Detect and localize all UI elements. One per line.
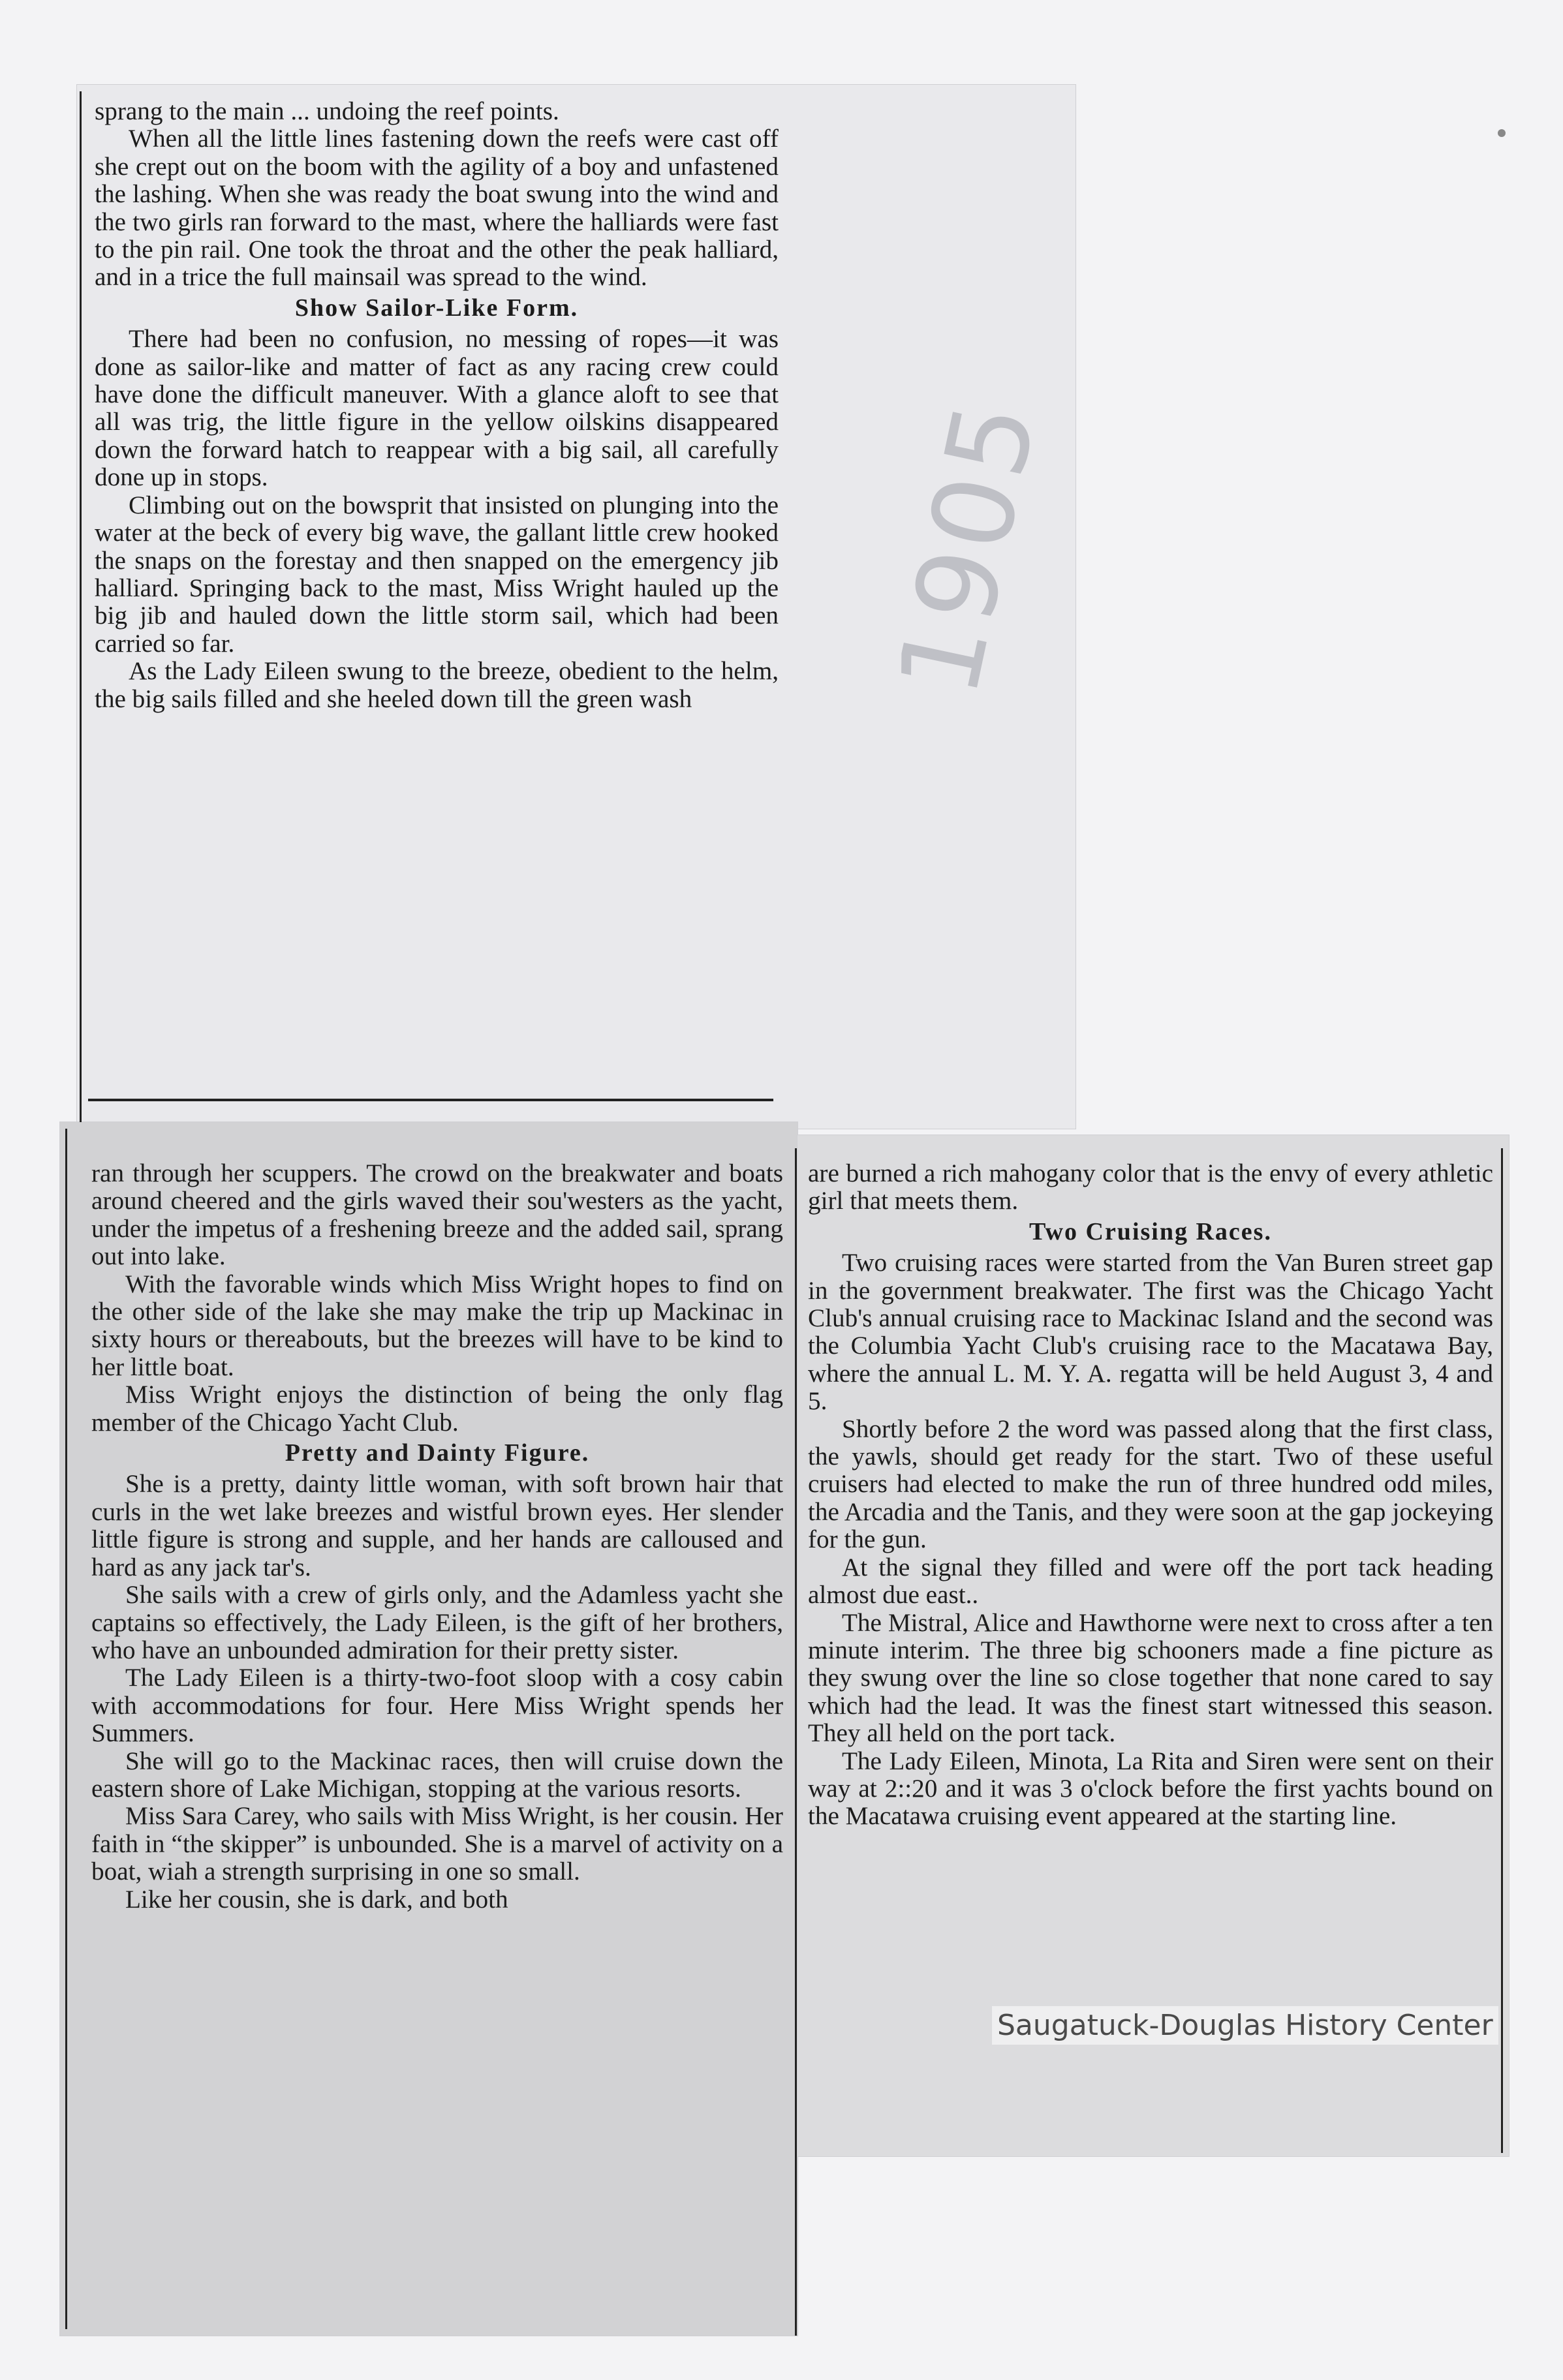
paragraph: As the Lady Eileen swung to the breeze, obedient to the helm, the big sails filled and she heeled down till the green wash	[95, 657, 779, 713]
watermark: Saugatuck-Douglas History Center	[992, 2006, 1498, 2045]
paragraph: ran through her scuppers. The crowd on the breakwater and boats around cheered and the girls waved their sou'westers as the yacht, under the impetus of a freshening breeze and the added sail, sprang out into lake.	[91, 1159, 783, 1271]
paragraph: The Lady Eileen is a thirty-two-foot sloop with a cosy cabin with accommodations for four. Here Miss Wright spends her Summers.	[91, 1664, 783, 1748]
paragraph: Two cruising races were started from the Van Buren street gap in the government breakwater. The first was the Chicago Yacht Club's annual cruising race to Mackinac Island and the second was the Columbia Yacht Club's cruising race to the Macatawa Bay, where the annual L. M. Y. A. regatta will be held August 3, 4 and 5.	[808, 1249, 1493, 1416]
paragraph: Miss Wright enjoys the distinction of being the only flag member of the Chicago Yacht Club.	[91, 1381, 783, 1437]
paragraph: Miss Sara Carey, who sails with Miss Wright, is her cousin. Her faith in “the skipper” is unbounded. She is a marvel of activity on a boat, wiah a strength surprising in one so small.	[91, 1802, 783, 1886]
subheading: Two Cruising Races.	[1029, 1217, 1272, 1245]
paragraph: The Lady Eileen, Minota, La Rita and Siren were sent on their way at 2::20 and it was 3 o'clock before the first yachts bound on the Macatawa cruising event appeared at the starting line.	[808, 1747, 1493, 1831]
paragraph: With the favorable winds which Miss Wright hopes to find on the other side of the lake she may make the trip up Mackinac in sixty hours or thereabouts, but the breezes will have to be kind to her little boat.	[91, 1270, 783, 1381]
paragraph: are burned a rich mahogany color that is the envy of every athletic girl that meets them.	[808, 1159, 1493, 1215]
paragraph: She is a pretty, dainty little woman, with soft brown hair that curls in the wet lake breezes and wistful brown eyes. Her slender little figure is strong and supple, and her hands are calloused and hard as any jack tar's.	[91, 1470, 783, 1581]
paragraph: sprang to the main ... undoing the reef points.	[95, 97, 559, 125]
paragraph: When all the little lines fastening down the reefs were cast off she crept out on the boom with the agility of a boy and unfastened the lashing. When she was ready the boat swung into the wind and the two girls ran forward to the mast, where the halliards were fast to the pin rail. One took the throat and the other the peak halliard, and in a trice the full mainsail was spread to the wind.	[95, 125, 779, 292]
scan-speck	[1498, 129, 1506, 137]
article-column-left	[91, 1160, 783, 1914]
column-rule-right	[1501, 1148, 1503, 2153]
column-rule-bottom-left	[65, 1129, 67, 2329]
paragraph: She sails with a crew of girls only, and the Adamless yacht she captains so effectively, the Lady Eileen, is the gift of her brothers, who have an unbounded admiration for their pretty sister.	[91, 1581, 783, 1664]
paragraph: She will go to the Mackinac races, then will cruise down the eastern shore of Lake Michigan, stopping at the various resorts.	[91, 1747, 783, 1803]
paragraph: The Mistral, Alice and Hawthorne were next to cross after a ten minute interim. The three big schooners made a fine picture as they swung over the line so close together that none cared to say which had the lead. It was the finest start witnessed this season. They all held on the port tack.	[808, 1608, 1493, 1748]
column-rule-top-left	[80, 91, 82, 1122]
paragraph: There had been no confusion, no messing of ropes—it was done as sailor-like and matter of fact as any racing crew could have done the difficult maneuver. With a glance aloft to see that all was trig, the little figure in the yellow oilskins disappeared down the forward hatch to reappear with a big sail, all carefully done up in stops.	[95, 325, 779, 492]
subheading: Show Sailor-Like Form.	[294, 294, 579, 322]
paragraph: Climbing out on the bowsprit that insisted on plunging into the water at the beck of every big wave, the gallant little crew hooked the snaps on the forestay and then snapped on the emergency jib halliard. Springing back to the mast, Miss Wright hauled up the big jib and hauled down the little storm sail, which had been carried so far.	[95, 491, 779, 658]
article-column-right	[808, 1160, 1493, 1831]
article-column-top	[95, 98, 779, 713]
paragraph: At the signal they filled and were off the port tack heading almost due east..	[808, 1553, 1493, 1610]
column-rule-middle	[795, 1148, 797, 2336]
subheading: Pretty and Dainty Figure.	[285, 1439, 590, 1467]
pencil-annotation: 1905	[874, 388, 1062, 707]
paragraph: Like her cousin, she is dark, and both	[125, 1885, 508, 1914]
section-divider	[88, 1099, 773, 1101]
paragraph: Shortly before 2 the word was passed along that the first class, the yawls, should get ready for the start. Two of these useful cruisers had elected to make the run of three hundred odd miles, the Arcadia and the Tanis, and they were soon at the gap jockeying for the gun.	[808, 1414, 1493, 1554]
